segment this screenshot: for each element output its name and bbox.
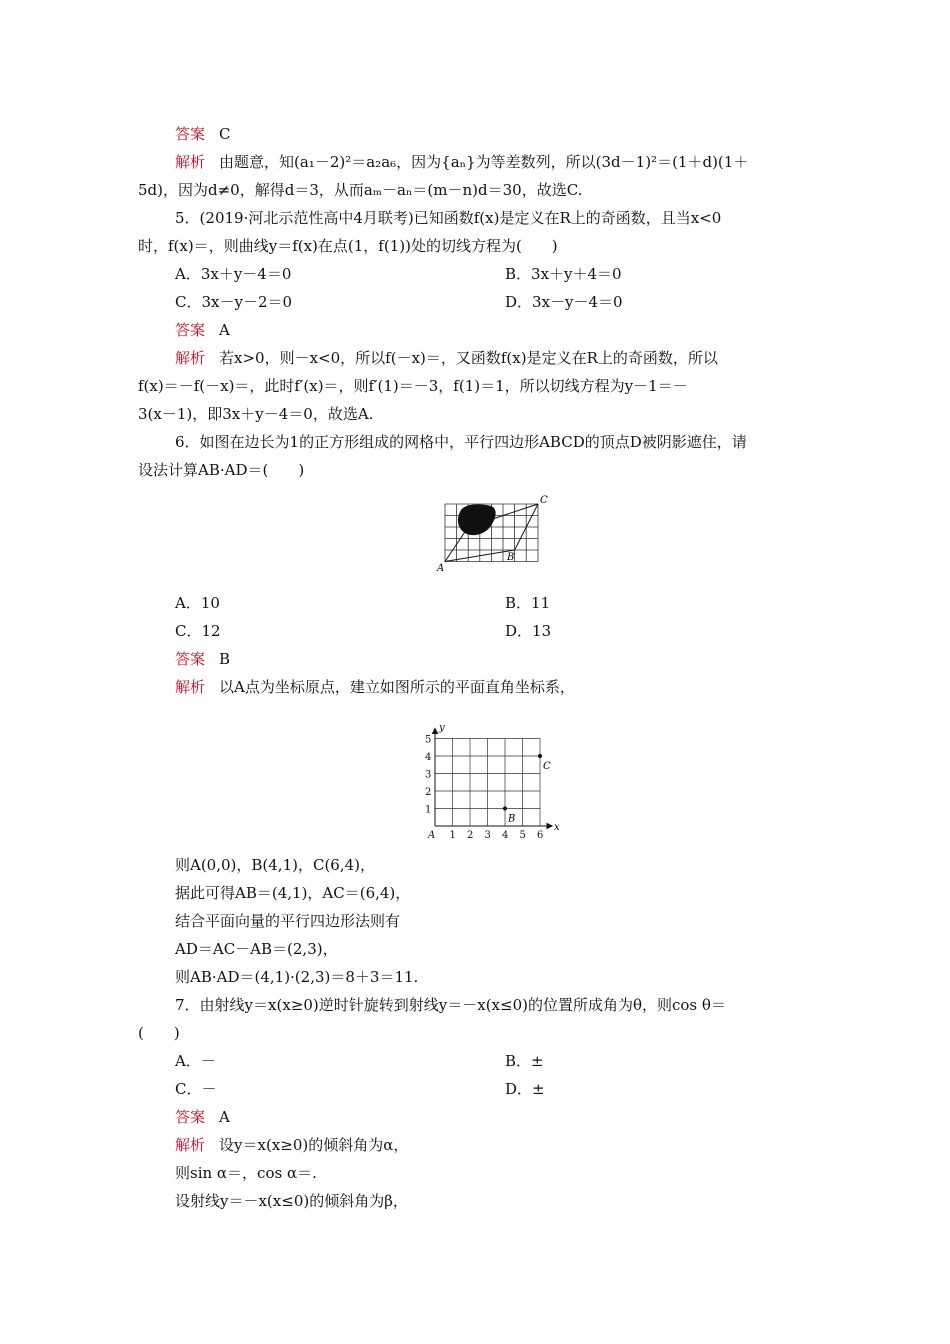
x-tick-label: 1 — [449, 830, 456, 838]
point-c — [538, 754, 542, 758]
y-axis-label: y — [439, 722, 445, 734]
point-label-b: B — [508, 813, 516, 825]
q7-option-c: C．－ — [175, 1080, 217, 1098]
x-axis-label: x — [554, 822, 560, 833]
q4-analysis-line2: 5d)，因为d≠0，解得d＝3，从而aₘ－aₙ＝(m－n)d＝30，故选C. — [138, 181, 583, 199]
q5-stem-line2: 时，f(x)＝，则曲线y＝f(x)在点(1，f(1))处的切线方程为( ) — [138, 237, 558, 255]
q6-stem-line1: 6．如图在边长为1的正方形组成的网格中，平行四边形ABCD的顶点D被阴影遮住，请 — [175, 433, 747, 451]
origin-label: A — [428, 830, 436, 838]
q7-stem-line1: 7．由射线y＝x(x≥0)逆时针旋转到射线y＝－x(x≤0)的位置所成角为θ，则cos θ＝ — [175, 996, 726, 1014]
analysis-text: 设y＝x(x≥0)的倾斜角为α， — [219, 1136, 409, 1154]
q5-stem-line1: 5．(2019·河北示范性高中4月联考)已知函数f(x)是定义在R上的奇函数，且当x<0 — [175, 209, 722, 227]
q5-option-b: B．3x＋y＋4＝0 — [505, 265, 622, 283]
q4-answer-line — [175, 124, 231, 144]
q7-analysis-line1 — [175, 1135, 408, 1155]
figure1-label-a: A — [437, 563, 445, 572]
analysis-label: 解析 — [175, 349, 206, 367]
figure1-label-c: C — [540, 495, 548, 506]
answer-label: 答案 — [175, 125, 206, 143]
q5-analysis-line3: 3(x－1)，即3x＋y－4＝0，故选A. — [138, 405, 374, 423]
q6-work-line1: 则A(0,0)，B(4,1)，C(6,4)， — [175, 856, 376, 874]
answer-value: C — [219, 125, 231, 143]
q5-option-d: D．3x－y－4＝0 — [505, 293, 623, 311]
figure1-label-b: B — [507, 552, 515, 563]
q5-option-a: A．3x＋y－4＝0 — [175, 265, 292, 283]
q6-option-c: C．12 — [175, 622, 221, 640]
q7-option-d: D．± — [505, 1080, 545, 1098]
q6-work-line3: 结合平面向量的平行四边形法则有 — [175, 912, 401, 930]
q5-analysis-line1 — [175, 348, 718, 368]
analysis-label: 解析 — [175, 153, 206, 171]
x-tick-label: 3 — [484, 830, 491, 838]
q6-work-line2: 据此可得AB＝(4,1)，AC＝(6,4)， — [175, 884, 411, 902]
x-tick-label: 6 — [537, 830, 544, 838]
q6-analysis-line1 — [175, 677, 575, 697]
answer-value: A — [219, 321, 230, 339]
q5-analysis-line2: f(x)＝－f(－x)＝，此时f′(x)＝，则f′(1)＝－3，f(1)＝1，所以切线方程为y－1＝－ — [138, 377, 688, 395]
analysis-text: 若x>0，则－x<0，所以f(－x)＝，又函数f(x)是定义在R上的奇函数，所以 — [219, 349, 718, 367]
point-label-c: C — [543, 761, 551, 772]
answer-value: B — [219, 650, 231, 668]
q7-option-b: B．± — [505, 1052, 544, 1070]
q6-coordinate-figure — [420, 708, 570, 838]
answer-value: A — [219, 1108, 230, 1126]
y-tick-label: 1 — [425, 804, 432, 816]
q7-analysis-line3: 设射线y＝－x(x≤0)的倾斜角为β， — [175, 1192, 408, 1210]
y-tick-label: 5 — [425, 734, 432, 746]
x-tick-label: 5 — [519, 830, 526, 838]
q6-work-line5: 则AB·AD＝(4,1)·(2,3)＝8＋3＝11. — [175, 968, 419, 986]
q6-answer-line — [175, 649, 230, 669]
q6-option-a: A．10 — [175, 594, 220, 612]
x-axis-arrow — [547, 824, 552, 829]
analysis-text: 以A点为坐标原点，建立如图所示的平面直角坐标系， — [219, 678, 575, 696]
q6-option-b: B．11 — [505, 594, 551, 612]
point-b — [503, 807, 507, 811]
q6-work-line4: AD＝AC－AB＝(2,3)， — [175, 940, 338, 958]
answer-label: 答案 — [175, 650, 206, 668]
q5-answer-line — [175, 320, 230, 340]
q7-stem-line2: ( ) — [138, 1024, 180, 1042]
q7-option-a: A．－ — [175, 1052, 216, 1070]
x-tick-label: 4 — [502, 830, 509, 838]
q6-option-d: D．13 — [505, 622, 552, 640]
y-tick-label: 4 — [425, 752, 432, 763]
y-tick-label: 2 — [425, 787, 432, 798]
answer-label: 答案 — [175, 1108, 206, 1126]
q4-analysis-line1 — [175, 152, 748, 172]
answer-label: 答案 — [175, 321, 206, 339]
q6-stem-line2: 设法计算AB·AD＝( ) — [138, 461, 305, 479]
q5-option-c: C．3x－y－2＝0 — [175, 293, 293, 311]
q6-figure-grid-parallelogram — [435, 494, 555, 572]
y-tick-label: 3 — [425, 769, 432, 781]
analysis-label: 解析 — [175, 1136, 206, 1154]
analysis-label: 解析 — [175, 678, 206, 696]
q7-answer-line — [175, 1107, 230, 1127]
analysis-text: 由题意，知(a₁－2)²＝a₂a₆，因为{aₙ}为等差数列，所以(3d－1)²＝(1＋d)(1＋ — [219, 153, 749, 171]
y-axis-arrow — [433, 729, 438, 734]
x-tick-label: 2 — [467, 830, 474, 838]
q7-analysis-line2: 则sin α＝，cos α＝. — [175, 1164, 317, 1182]
